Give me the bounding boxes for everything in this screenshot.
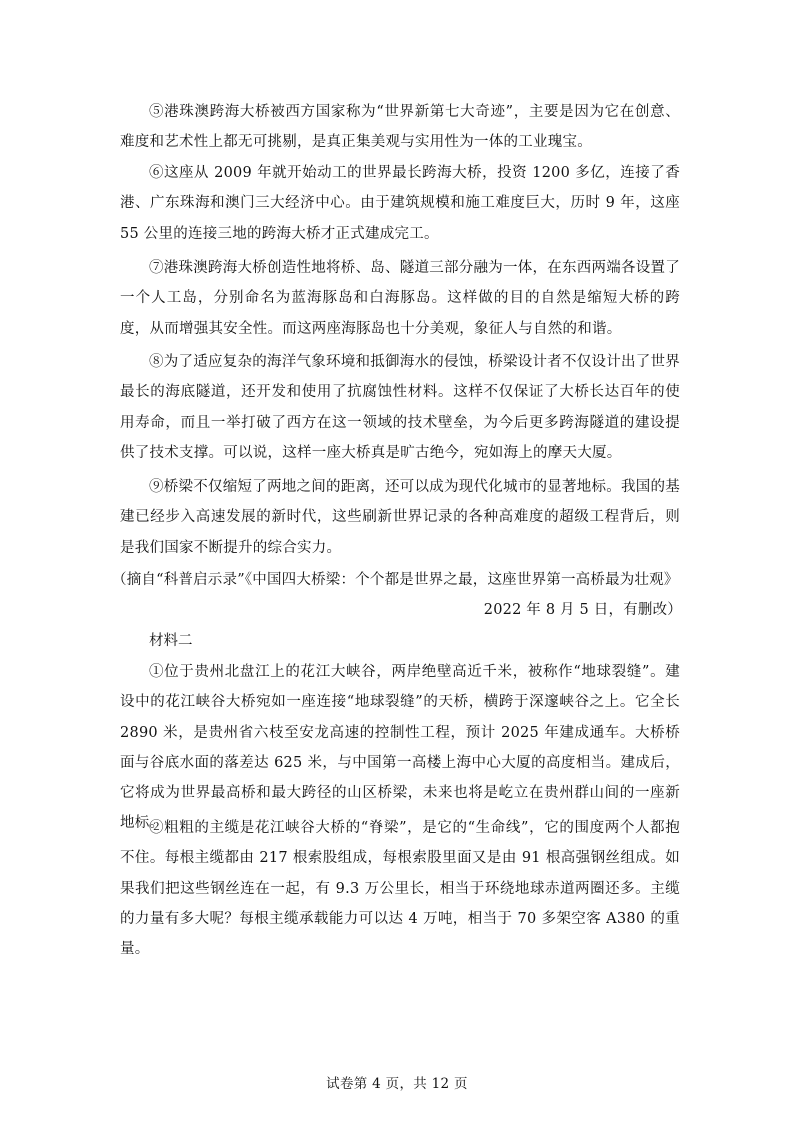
source-citation-line2: 2022 年 8 月 5 日，有删改） xyxy=(483,602,682,619)
page-footer: 试卷第 4 页，共 12 页 xyxy=(326,1076,468,1092)
material-two-paragraph-2: ②粗粗的主缆是花江峡谷大桥的“脊梁”，是它的“生命线”，它的围度两个人都抱不住。每根主缆都由 217 根索股组成，每根索股里面又是由 91 根高强钢丝组成。如果我们把这些钢丝连在一起，有 9.3 万公里长，相当于环绕地球赤道两圈还多。主缆的力量有多大呢？每根主缆承载能力可以达 4 万吨，相当于 70 多架空客 A380 的重量。 xyxy=(120,820,680,958)
paragraph-5: ⑤港珠澳跨海大桥被西方国家称为“世界新第七大奇迹”，主要是因为它在创意、难度和艺术性上都无可挑剔，是真正集美观与实用性为一体的工业瑰宝。 xyxy=(120,104,680,151)
paragraph-9: ⑨桥梁不仅缩短了两地之间的距离，还可以成为现代化城市的显著地标。我国的基建已经步入高速发展的新时代，这些刷新世界记录的各种高难度的超级工程背后，则是我们国家不断提升的综合实力。 xyxy=(120,479,680,556)
source-citation xyxy=(112,565,682,626)
material-two-heading: 材料二 xyxy=(149,633,193,649)
material-two-paragraph-1: ①位于贵州北盘江上的花江大峡谷，两岸绝壁高近千米，被称作“地球裂缝”。建设中的花江峡谷大桥宛如一座连接“地球裂缝”的天桥，横跨于深邃峡谷之上。它全长 2890 米，是贵州省六枝至安龙高速的控制性工程，预计 2025 年建成通车。大桥桥面与谷底水面的落差达 625 米，与中国第一高楼上海中心大厦的高度相当。建成后，它将成为世界最高桥和最大跨径的山区桥梁，未来也将是屹立在贵州群山间的一座新地标。 xyxy=(120,664,680,832)
source-citation-line1: （摘自“科普启示录”《中国四大桥梁：个个都是世界之最，这座世界第一高桥最为壮观》 xyxy=(112,572,679,588)
paragraph-8: ⑧为了适应复杂的海洋气象环境和抵御海水的侵蚀，桥梁设计者不仅设计出了世界最长的海底隧道，还开发和使用了抗腐蚀性材料。这样不仅保证了大桥长达百年的使用寿命，而且一举打破了西方在这一领域的技术壁垒，为今后更多跨海隧道的建设提供了技术支撑。可以说，这样一座大桥真是旷古绝今，宛如海上的摩天大厦。 xyxy=(120,354,680,461)
paragraph-6: ⑥这座从 2009 年就开始动工的世界最长跨海大桥，投资 1200 多亿，连接了香港、广东珠海和澳门三大经济中心。由于建筑规模和施工难度巨大，历时 9 年，这座 55 公里的连接三地的跨海大桥才正式建成完工。 xyxy=(120,165,680,242)
paragraph-7: ⑦港珠澳跨海大桥创造性地将桥、岛、隧道三部分融为一体，在东西两端各设置了一个人工岛，分别命名为蓝海豚岛和白海豚岛。这样做的目的自然是缩短大桥的跨度，从而增强其安全性。而这两座海豚岛也十分美观，象征人与自然的和谐。 xyxy=(120,260,680,337)
